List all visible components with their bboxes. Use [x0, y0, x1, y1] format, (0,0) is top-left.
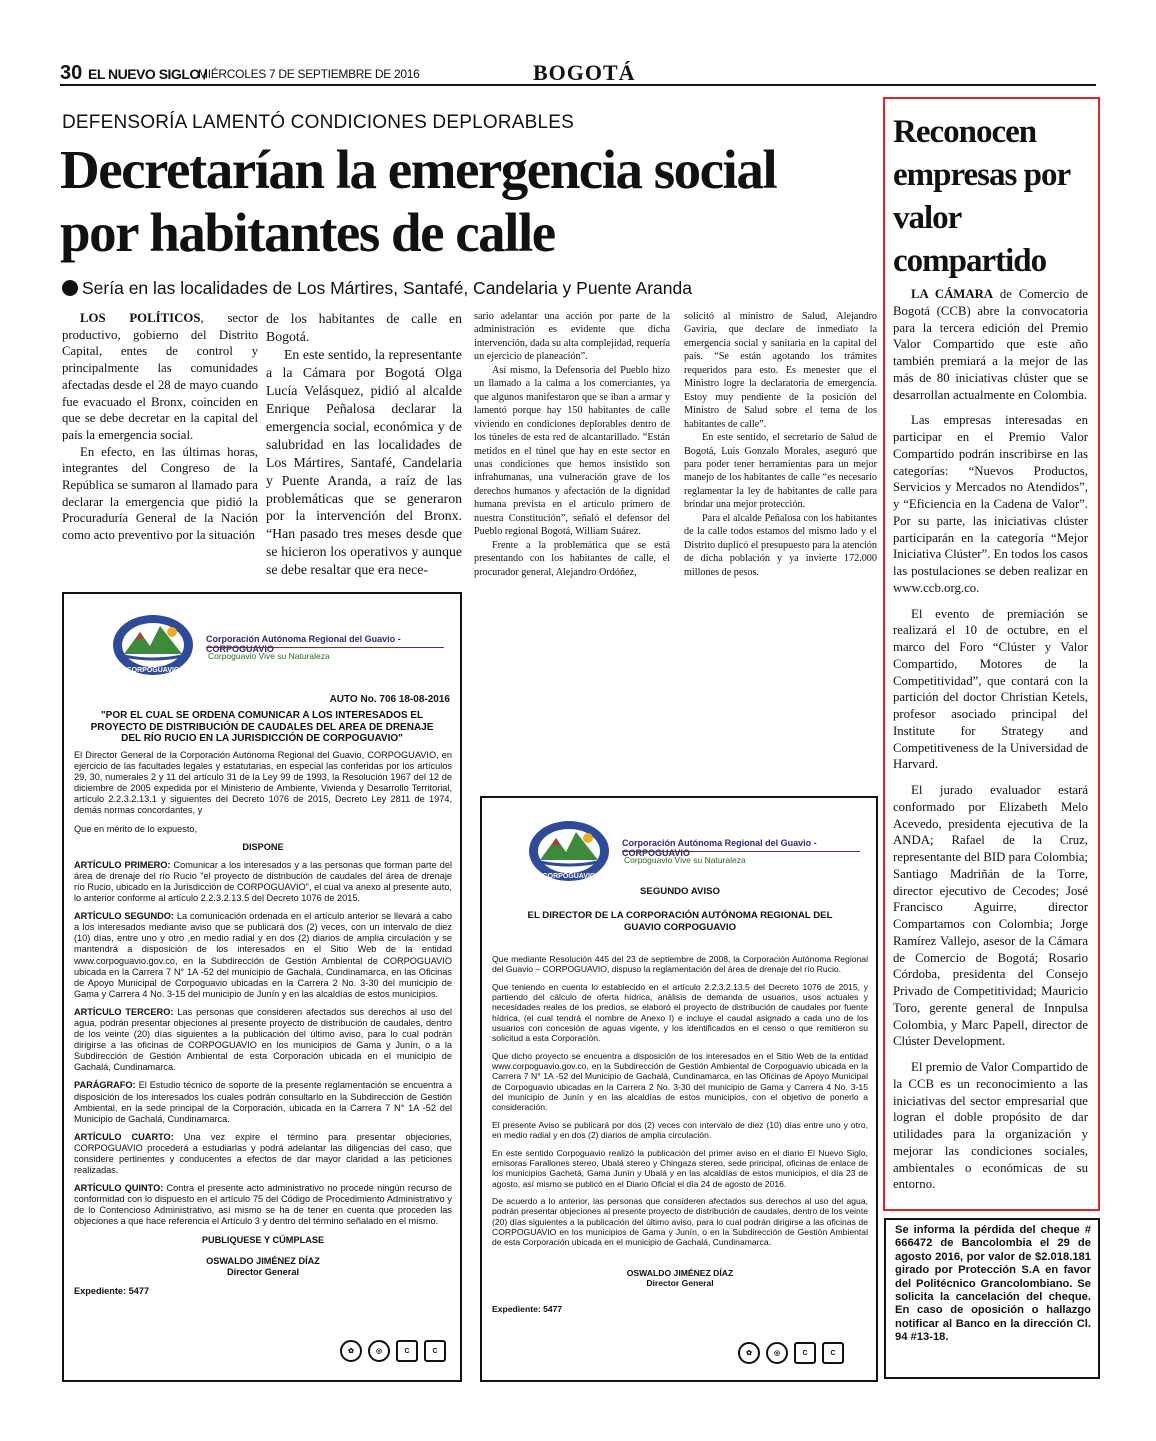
notice-title: EL DIRECTOR DE LA CORPORACIÓN AUTÓNOMA REGIONAL DEL GUAVIO CORPOGUAVIO [527, 910, 833, 933]
org-rule [206, 647, 444, 648]
sidebar-body [893, 286, 1088, 1193]
certification-icon: ✿ [340, 1340, 362, 1362]
article-column-1 [62, 310, 258, 544]
org-slogan: Corpoguavio Vive su Naturaleza [624, 855, 746, 865]
article-4: ARTÍCULO CUARTO: Una vez expire el término para presentar objeciones, CORPOGUAVIO procederá a estudiarlas y podrá adelantar las diligencias del caso, que considere pertinentes y conducentes a efectos de dar mayor claridad a las peticiones realizadas. [74, 1131, 452, 1176]
paragraph: El presente Aviso se publicará por dos (2) veces con intervalo de diez (10) días entre uno y otro, en medio radial y en dos (2) diarios de amplia circulación. [492, 1119, 868, 1141]
certification-logos [340, 1340, 446, 1362]
org-name: Corporación Autónoma Regional del Guavio - CORPOGUAVIO [206, 634, 401, 654]
article-5: ARTÍCULO QUINTO: Contra el presente acto administrativo no procede ningún recurso de conformidad con lo dispuesto en el artículo 75 del Código de Procedimiento Administrativo y de lo Contencioso Administrativo, así mismo se ha de tener en cuenta que proceden las objeciones a que hace referencia el Artículo 3 y dentro del término señalado en el mismo. [74, 1183, 452, 1227]
article-column-2 [266, 310, 462, 579]
paragraph: Que en mérito de lo expuesto, [74, 823, 198, 834]
corpoguavio-logo-icon [110, 612, 196, 678]
legal-notice-auto [62, 592, 462, 1382]
paragrafo: PARÁGRAFO: El Estudio técnico de soporte de la presente reglamentación se encuentra a disposición de los interesados los cuales podrán consultarlo en la Subdirección de Gestión Ambiental, en la sede principal de la Corporación, ubicada en la Carrera 7 N° 1A -52 del Municipio de Gachalá, Cundinamarca. [74, 1080, 452, 1124]
logo-text: CORPOGUAVIO [126, 667, 180, 674]
paragraph: Así mismo, la Defensoría del Pueblo hizo un llamado a la calma a los comerciantes, ya que algunos manifestaron que se iban a armar y lamentó porque hay 150 habitantes de calle viviendo en condiciones deplorables dentro de los túneles de esta red de alcantarillado. “Están metidos en el túnel que hay en este sector en unas condiciones que hemos insistido son infrahumanas, una vulneración grave de los derechos humanos y afectación de la dignidad humana prevista en el artículo primero de nuestra Constitución”, señaló el defensor del Pueblo regional Bogotá, William Suárez. [474, 364, 670, 538]
lead-in: LOS POLÍTICOS [80, 311, 201, 325]
paragraph: El Director General de la Corporación Autónoma Regional del Guavio, CORPOGUAVIO, en ejercicio de las facultades legales y estatutarias, en especial las conferidas por los artículos 29, 30, numerales 2 y 11 del artículo 31 de la Ley 99 de 1993, la Resolución 1967 del 12 de diciembre de 2005 expedida por el Ministerio de Ambiente, Vivienda y Desarrollo Territorial, artículo 2.2.3.2.13.1 y siguientes del Decreto 1076 de 2015, Decreto Ley 2811 de 1974, demás normas concordantes, y [74, 750, 452, 816]
lead-in: LA CÁMARA [911, 287, 994, 301]
certification-icon: C [424, 1340, 446, 1362]
paragraph: Que dicho proyecto se encuentra a disposición de los interesados en el Sitio Web de la entidad www.corpoguavio.gov.co, en la Subdirección de Gestión Ambiental de Corpoguavio ubicada en la Carrera 7 N° 1A -52 del Municipio de Gachalá, Cundinamarca, en las Oficinas de Apoyo Municipal de Corpoguavio ubicadas en la Carrera 2 No. 3-30 del municipio de Gama y Carrera 4 No. 3-15 del municipio de Junín y en las alcaldías de estos municipios, con el objetivo de ponerlo a consideración. [492, 1050, 868, 1113]
paragraph: de los habitantes de calle en Bogotá. [266, 311, 462, 344]
sidebar-headline: Reconocen empresas por valor compartido [893, 114, 1070, 279]
paragraph: De acuerdo a lo anterior, las personas que consideren afectados sus derechos al uso del agua, podrán presentar objeciones al presente proyecto de distribución de caudales, dentro de los veinte (20) días siguientes a la publicación del último aviso, para lo cual podrán dirigirse a las oficinas de CORPOGUAVIO en los municipios de Gama y Junín, o en la Subdirección de Gestión Ambiental de esta Corporación ubicada en el municipio de Gachalá, Cundinamarca. [492, 1195, 868, 1248]
masthead: EL NUEVO SIGLO / [88, 66, 207, 82]
expediente: Expediente: 5477 [74, 1285, 150, 1296]
article-headline: Decretarían la emergencia social por habitantes de calle [60, 139, 777, 263]
certification-icon: C [822, 1342, 844, 1364]
article-subheadline [62, 278, 692, 299]
org-slogan: Corpoguavio Vive su Naturaleza [208, 651, 330, 661]
classified-notice-text: Se informa la pérdida del cheque # 666472 de Bancolombia el 29 de agosto 2016, por valor de $2.018.181 girado por Protección S.A en favor del Politécnico Grancolombiano. Se solicita la cancelación del cheque. En caso de oposición o hallazgo notificar al Banco en la dirección Cl. 94 #13-18. [895, 1224, 1091, 1344]
page-number: 30 [60, 62, 83, 84]
certification-icon: ◎ [766, 1342, 788, 1364]
certification-icon: C [396, 1340, 418, 1362]
signer-title: Director General [227, 1266, 299, 1277]
paragraph: Frente a la problemática que se está presentando con los habitantes de calle, el procurador general, Alejandro Ordóñez, [474, 539, 670, 578]
paragraph: sario adelantar una acción por parte de la administración es evidente que dicha intervención, dada su alta complejidad, requería un ejercicio de planeación”. [474, 311, 670, 363]
article-column-4 [684, 310, 877, 579]
paragraph: LOS POLÍTICOS, sector productivo, gobierno del Distrito Capital, entes de control y principalmente las comunidades afectadas desde el 28 de mayo cuando fue evacuado el Bronx, coinciden en que se debe decretar en la capital del país la emergencia social. [62, 311, 258, 442]
corpoguavio-logo-icon [526, 818, 612, 884]
legal-notice-segundo-aviso [480, 796, 878, 1382]
logo-text: CORPOGUAVIO [542, 873, 596, 880]
certification-icon: ✿ [738, 1342, 760, 1364]
paragraph: En este sentido, la representante a la Cámara por Bogotá Olga Lucía Velásquez, pidió al alcalde Enrique Peñalosa declarar la emergencia social, económica y de salubridad en las localidades de Los Mártires, Santafé, Candelaria y Puente Aranda, a raíz de las problemáticas que se generaron por la intervención del Bronx. “Han pasado tres meses desde que se hicieron los operativos y aunque se debe resaltar que era nece- [266, 346, 462, 578]
paragraph: El jurado evaluador estará conformado por Elizabeth Melo Acevedo, presidenta ejecutiva de la ANDA; Rafael de la Cruz, representante del BID para Colombia; Santiago Madriñán de la Torre, director ejecutivo de Cecodes; José Francisco Aguirre, director Compartamos con Colombia; Jorge Ramírez Vallejo, asesor de la Cámara de Comercio de Bogotá; Rosario Córdoba, presidenta del Consejo Privado de Competitividad; Mauricio Toro, gerente general de Innpulsa Colombia, y Marc Papell, director de Clúster Development. [893, 783, 1088, 1049]
paragraph: El evento de premiación se realizará el 10 de octubre, en el marco del Foro “Clúster y Valor Compartido, Motores de la Competitividad”, que contará con la partición del doctor Christian Ketels, profesor asociado principal del Institute for Strategy and Competitiveness de la Universidad de Harvard. [893, 606, 1088, 772]
paragraph: Las empresas interesadas en participar en el Premio Valor Compartido podrán inscribirse en las categorías: “Nuevos Productos, Servicios y Mercados no Atendidos”, y “Eficiencia en la Cadena de Valor”. Por su parte, las iniciativas clúster participarán en la categoría “Mejor Iniciativa Clúster”. En todos los casos las postulaciones se deben realizar en www.ccb.org.co. [893, 413, 1088, 595]
paragraph: LA CÁMARA de Comercio de Bogotá (CCB) abre la convocatoria para la tercera edición del Premio Valor Compartido que este año también premiará a la mejor de las más de 80 iniciativas clúster que se desarrollan actualmente en Colombia. [893, 287, 1089, 402]
article-column-3 [474, 310, 670, 579]
signer-title: Director General [646, 1277, 714, 1288]
dispone-heading: DISPONE [242, 841, 284, 852]
org-rule [622, 851, 860, 852]
paragraph: Para el alcalde Peñalosa con los habitantes de la calle todos estamos del mismo lado y el Distrito duplicó el presupuesto para la atención de dicha población y ya invierte 172.000 millones de pesos. [684, 512, 877, 578]
paragraph: En este sentido Corpoguavio realizó la publicación del primer aviso en el diario El Nuevo Siglo, emisoras Farallones stereo, Ubalá stereo y Chingaza stereo, sede principal, oficinas de enlace de los municipios Gachetá, Gama Junín y Ubalá y en las alcaldías de estos municipios, el día 23 de agosto, así mismo se publicó en el Diario Oficial el día 24 de agosto de 2016. [492, 1147, 868, 1189]
signer-name: OSWALDO JIMÉNEZ DÍAZ [626, 1267, 734, 1278]
article-2: ARTÍCULO SEGUNDO: La comunicación ordenada en el artículo anterior se llevará a cabo a los interesados mediante aviso que se publicará dos (2) veces, con un intervalo de diez (10) días, entre uno y otro ,en medio radial y en dos (2) diarios de amplia circulación y se mantendrá a disposición de los interesados en el Sitio Web de la entidad www.corpoguavio.gov.co, en la Subdirección de Gestión Ambiental de CORPOGUAVIO ubicada en la Carrera 7 N° 1A -52 del municipio de Gachalá, Cundinamarca, en las Oficinas de Apoyo Municipal de Corpoguavio ubicadas en la Carrera 2 No. 3-30 del municipio de Gama y Carrera 4 No. 3-15 del municipio de Junín y en las alcaldías de estos municipios. [74, 911, 452, 999]
article-1: ARTÍCULO PRIMERO: Comunicar a los interesados y a las personas que forman parte del área de drenaje del río Rucio "el proyecto de distribución de caudales del área de drenaje río Rucio, ubicado en la Jurisdicción de CORPOGUAVIO", el cual va anexo al presente auto, lo anterior conforme al artículo 2.2.3.2.13.5 del Decreto 1076 de 2015. [74, 859, 452, 904]
certification-icon: ◎ [368, 1340, 390, 1362]
paragraph: Que teniendo en cuenta lo establecido en el artículo 2.2.3.2.13.5 del Decreto 1076 de 2015, y partiendo del cálculo de oferta hídrica, análisis de demanda de usuarios, usos actuales y necesidades reales de los predios, se elaboró el proyecto de distribución de caudales por fuente hídrica, (el cual tendrá el nombre de Anexo I) e incluye el caudal asignado a cada uno de los usuarios con concesión de aguas vigente, y los identificados en el censo o que remitieron su solicitud a esta Corporación. [492, 981, 868, 1044]
notice-body [492, 954, 868, 1322]
section-name: BOGOTÁ [533, 60, 636, 85]
subheadline-text: Sería en las localidades de Los Mártires, Santafé, Candelaria y Puente Aranda [82, 278, 692, 298]
paragraph: En este sentido, el secretario de Salud de Bogotá, Luis Gonzalo Morales, aseguró que para poder tener herramientas para un mejor manejo de los habitantes de calle “es necesario reglamentar la ley de habitantes de calle para brindar una mejor protección. [684, 432, 877, 511]
paragraph: En efecto, en las últimas horas, integrantes del Congreso de la República se sumaron al llamado para declarar la emergencia que pidió la Procuraduría General de la Nación como acto preventivo por la situación [62, 444, 258, 543]
org-name: Corporación Autónoma Regional del Guavio - CORPOGUAVIO [622, 838, 817, 858]
closing: PUBLIQUESE Y CÚMPLASE [201, 1234, 325, 1245]
bullet-icon [62, 280, 78, 296]
expediente: Expediente: 5477 [492, 1304, 563, 1315]
auto-number: AUTO No. 706 18-08-2016 [329, 694, 450, 705]
paragraph: solicitó al ministro de Salud, Alejandro Gaviria, que declare de inmediato la emergencia social y sanitaria en la capital del país. “Se están agotando los trámites requeridos para esto. Es menester que el Ministro logre la declaratoria de emergencia. Estoy muy pendiente de la posición del Ministro de Salud sobre el tema de los habitantes de calle”. [684, 311, 877, 430]
paragraph: Que mediante Resolución 445 del 23 de septiembre de 2008, la Corporación Autónoma Regional del Guavio – CORPOGUAVIO, dispuso la reglamentación del área de drenaje del río Rucio. [492, 954, 868, 975]
certification-icon: C [794, 1342, 816, 1364]
aviso-heading: SEGUNDO AVISO [640, 886, 720, 897]
certification-logos [738, 1342, 844, 1364]
signer-name: OSWALDO JIMÉNEZ DÍAZ [206, 1255, 320, 1266]
article-3: ARTÍCULO TERCERO: Las personas que consideren afectados sus derechos al uso del agua, podrán presentar objeciones al presente proyecto de distribución de caudales, dentro de los veinte (20) días siguientes a la publicación del último aviso, para lo cual podrán dirigirse a las oficinas de CORPOGUAVIO en los municipios de Gama y Junín, o a la Subdirección de Gestión Ambiental de esta Corporación ubicada en el municipio de Gachalá, Cundinamarca. [74, 1006, 452, 1073]
notice-title: "POR EL CUAL SE ORDENA COMUNICAR A LOS INTERESADOS EL PROYECTO DE DISTRIBUCIÓN DE CAUDALES DEL AREA DE DRENAJE DEL RÍO RUCIO EN LA JURISDICCIÓN DE CORPOGUAVIO" [90, 710, 434, 745]
paragraph: El premio de Valor Compartido de la CCB es un reconocimiento a las iniciativas del sector empresarial que logran el doble propósito de dar utilidades para la organización y mejorar las condiciones sociales, ambientales o económicas de su entorno. [893, 1060, 1088, 1192]
article-kicker: DEFENSORÍA LAMENTÓ CONDICIONES DEPLORABLES [62, 112, 575, 133]
notice-body [74, 750, 452, 1304]
issue-date: MIÉRCOLES 7 DE SEPTIEMBRE DE 2016 [198, 67, 420, 81]
